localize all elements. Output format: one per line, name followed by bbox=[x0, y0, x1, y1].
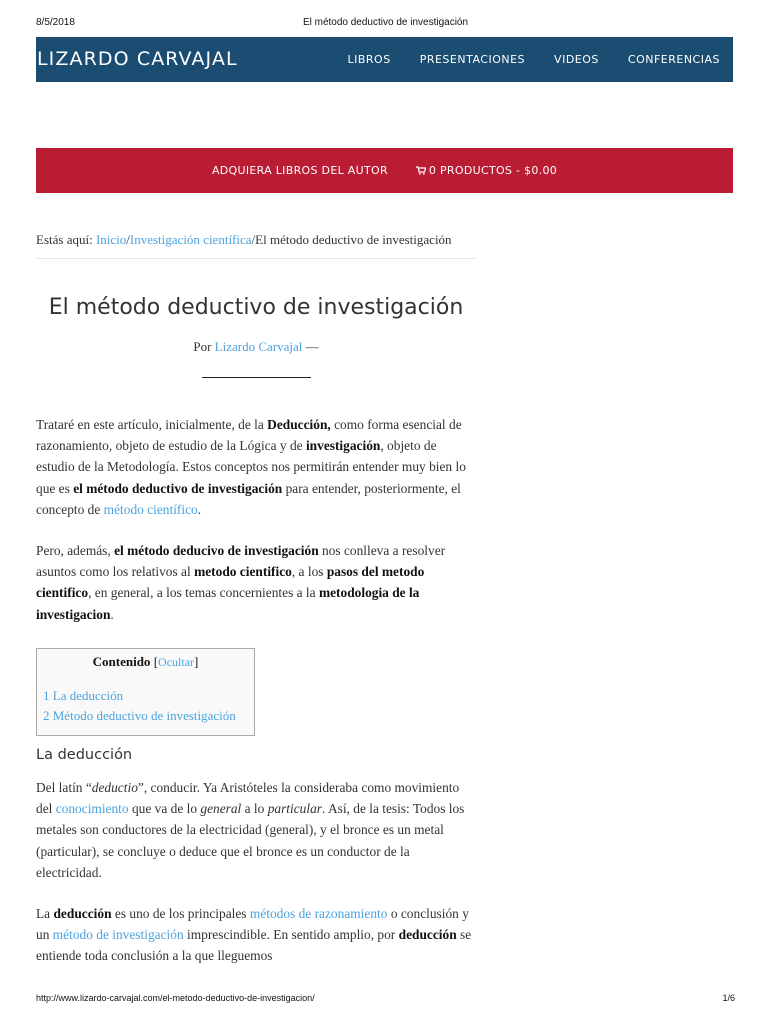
top-navigation bbox=[36, 37, 733, 82]
text: que va de lo bbox=[128, 801, 201, 817]
text: . bbox=[197, 501, 202, 517]
menu-item-presentaciones[interactable]: PRESENTACIONES bbox=[419, 53, 526, 66]
text: a lo bbox=[241, 801, 268, 817]
text: , en general, a los temas concernientes a la bbox=[88, 585, 319, 601]
bold-term: investigación bbox=[305, 438, 381, 454]
author-link[interactable]: Lizardo Carvajal bbox=[214, 339, 303, 354]
breadcrumb-separator: / bbox=[251, 232, 256, 247]
breadcrumb bbox=[36, 232, 476, 248]
breadcrumb-category[interactable]: Investigación científica bbox=[129, 232, 252, 247]
bold-term: Deducción, bbox=[267, 417, 331, 432]
main-menu bbox=[348, 53, 721, 66]
text: Del latín “ bbox=[36, 780, 92, 795]
print-footer bbox=[36, 993, 735, 1007]
italic-term: deductio bbox=[91, 780, 138, 795]
link-metodos-razonamiento[interactable]: métodos de razonamiento bbox=[249, 906, 388, 921]
text: nos conlleva a resolver asuntos como los relativos al bbox=[36, 543, 446, 580]
text: para entender, posteriormente, el concepto de bbox=[36, 480, 461, 517]
text: es uno de los principales bbox=[111, 906, 250, 921]
print-title: El método deductivo de investigación bbox=[302, 17, 469, 28]
text: . bbox=[110, 606, 114, 622]
title-divider bbox=[202, 377, 311, 378]
text: Trataré en este artículo, inicialmente, de la bbox=[36, 417, 268, 432]
text: imprescindible. En sentido amplio, por bbox=[183, 927, 399, 943]
cart-icon bbox=[416, 166, 426, 175]
italic-term: particular bbox=[267, 801, 322, 817]
bold-term: deducción bbox=[398, 927, 457, 943]
second-paragraph bbox=[36, 540, 478, 625]
toc-toggle[interactable]: Ocultar bbox=[158, 655, 195, 669]
text: ”, conducir. Ya Aristóteles la consideraba como movimiento del bbox=[36, 780, 460, 817]
bold-term: metodologia de la investigacion bbox=[36, 585, 420, 622]
bold-term: el método deducivo de investigación bbox=[114, 543, 319, 558]
cart-summary: 0 PRODUCTOS - $0.00 bbox=[428, 164, 558, 177]
print-date: 8/5/2018 bbox=[36, 17, 75, 28]
page-title: El método deductivo de investigación bbox=[48, 295, 464, 320]
intro-paragraph bbox=[36, 414, 478, 520]
text: La bbox=[36, 906, 54, 921]
section-heading: La deducción bbox=[36, 747, 133, 763]
breadcrumb-current: El método deductivo de investigación bbox=[255, 232, 452, 247]
toc-item-metodo[interactable]: 2 Método deductivo de investigación bbox=[43, 708, 236, 723]
shop-bar bbox=[36, 148, 733, 193]
buy-books-link[interactable]: ADQUIERA LIBROS DEL AUTOR bbox=[211, 164, 388, 177]
link-metodo-investigacion[interactable]: método de investigación bbox=[52, 927, 184, 943]
text: se entiende toda conclusión a la que lleguemos bbox=[36, 927, 472, 964]
text: . Así, de la tesis: Todos los metales son conductores de la electricidad (general), y el bronce es un metal (particular), se concluye o deduce que el bronce es un conductor de la electricidad. bbox=[36, 801, 465, 880]
bold-term: el método deductivo de investigación bbox=[73, 480, 283, 496]
text: como forma esencial de razonamiento, objeto de estudio de la Lógica y de bbox=[36, 417, 462, 454]
text: , objeto de estudio de la Metodología. Estos conceptos nos permitirán entender muy bien lo que es bbox=[36, 438, 466, 496]
italic-term: general bbox=[200, 801, 242, 817]
toc-item-deduccion[interactable]: 1 La deducción bbox=[43, 688, 124, 703]
page-number: 1/6 bbox=[722, 993, 735, 1003]
menu-item-videos[interactable]: VIDEOS bbox=[554, 53, 599, 66]
byline-dash: — bbox=[305, 339, 319, 354]
link-conocimiento[interactable]: conocimiento bbox=[55, 801, 129, 817]
bold-term: metodo cientifico bbox=[194, 564, 292, 580]
text: Pero, además, bbox=[36, 543, 115, 558]
breadcrumb-home[interactable]: Inicio bbox=[95, 232, 127, 247]
menu-item-libros[interactable]: LIBROS bbox=[347, 53, 391, 66]
menu-item-conferencias[interactable]: CONFERENCIAS bbox=[627, 53, 720, 66]
toc-title: Contenido bbox=[92, 654, 151, 669]
cart-link[interactable] bbox=[416, 164, 557, 177]
method-paragraph bbox=[36, 903, 476, 967]
byline-prefix: Por bbox=[193, 339, 212, 354]
bold-term: pasos del metodo cientifico bbox=[36, 564, 425, 601]
toc-header: Contenido [Ocultar] bbox=[92, 654, 199, 669]
text: o conclusión y un bbox=[36, 906, 469, 943]
breadcrumb-separator: / bbox=[126, 232, 130, 247]
print-header bbox=[36, 17, 735, 31]
definition-paragraph bbox=[36, 777, 476, 883]
byline bbox=[36, 339, 476, 355]
text: , a los bbox=[291, 564, 327, 580]
table-of-contents bbox=[36, 648, 255, 736]
site-brand[interactable]: LIZARDO CARVAJAL bbox=[37, 48, 238, 70]
bold-term: deducción bbox=[53, 906, 112, 921]
print-url: http://www.lizardo-carvajal.com/el-metodo-deductivo-de-investigacion/ bbox=[36, 993, 315, 1003]
link-metodo-cientifico[interactable]: método científico bbox=[103, 501, 198, 517]
breadcrumb-divider bbox=[36, 258, 476, 259]
breadcrumb-prefix: Estás aquí: bbox=[36, 232, 93, 247]
